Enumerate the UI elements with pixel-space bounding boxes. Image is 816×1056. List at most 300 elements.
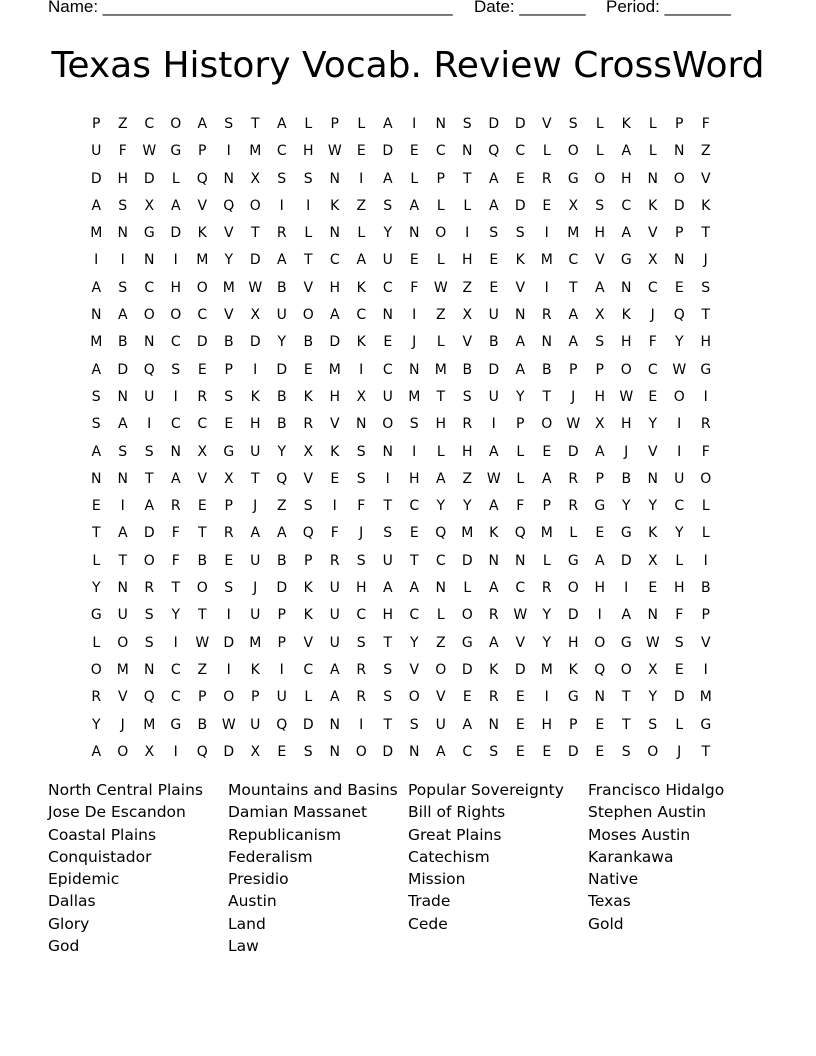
grid-letter[interactable]: E: [462, 689, 472, 706]
grid-letter[interactable]: U: [276, 689, 287, 706]
grid-letter[interactable]: T: [436, 388, 446, 405]
grid-letter[interactable]: N: [382, 307, 393, 324]
grid-letter[interactable]: K: [489, 661, 499, 678]
grid-letter[interactable]: D: [488, 361, 500, 378]
grid-letter[interactable]: W: [645, 634, 660, 651]
grid-letter[interactable]: K: [330, 443, 340, 460]
grid-letter[interactable]: D: [249, 252, 261, 269]
grid-letter[interactable]: L: [516, 443, 525, 460]
grid-letter[interactable]: R: [488, 607, 499, 624]
grid-letter[interactable]: J: [571, 388, 576, 405]
grid-letter[interactable]: A: [409, 197, 420, 214]
grid-letter[interactable]: X: [647, 252, 658, 269]
grid-letter[interactable]: G: [567, 689, 579, 706]
grid-letter[interactable]: K: [701, 197, 711, 214]
grid-letter[interactable]: B: [621, 470, 632, 487]
grid-letter[interactable]: A: [621, 607, 632, 624]
grid-letter[interactable]: I: [120, 498, 125, 515]
grid-letter[interactable]: I: [677, 443, 682, 460]
grid-letter[interactable]: B: [276, 388, 287, 405]
grid-letter[interactable]: Q: [302, 525, 314, 542]
grid-letter[interactable]: C: [276, 143, 287, 160]
grid-letter[interactable]: F: [171, 552, 180, 569]
grid-letter[interactable]: Y: [515, 388, 525, 405]
grid-letter[interactable]: X: [250, 307, 261, 324]
grid-letter[interactable]: J: [120, 716, 125, 733]
grid-letter[interactable]: M: [540, 661, 553, 678]
grid-letter[interactable]: B: [462, 361, 473, 378]
grid-letter[interactable]: E: [595, 716, 605, 733]
grid-letter[interactable]: L: [648, 143, 657, 160]
grid-letter[interactable]: I: [173, 252, 178, 269]
grid-letter[interactable]: V: [700, 170, 711, 187]
grid-letter[interactable]: H: [594, 580, 606, 597]
grid-letter[interactable]: S: [224, 580, 234, 597]
grid-letter[interactable]: G: [143, 225, 155, 242]
grid-letter[interactable]: E: [674, 279, 684, 296]
grid-letter[interactable]: T: [144, 470, 154, 487]
grid-letter[interactable]: X: [647, 552, 658, 569]
grid-letter[interactable]: M: [116, 661, 129, 678]
grid-letter[interactable]: I: [253, 361, 258, 378]
grid-letter[interactable]: E: [542, 443, 552, 460]
grid-letter[interactable]: N: [515, 552, 526, 569]
grid-letter[interactable]: L: [171, 170, 180, 187]
grid-letter[interactable]: V: [303, 470, 314, 487]
grid-letter[interactable]: Q: [143, 689, 155, 706]
grid-letter[interactable]: F: [701, 443, 710, 460]
grid-letter[interactable]: I: [544, 689, 549, 706]
grid-letter[interactable]: A: [197, 116, 208, 132]
grid-letter[interactable]: I: [703, 388, 708, 405]
grid-letter[interactable]: U: [250, 607, 261, 624]
grid-letter[interactable]: H: [170, 279, 182, 296]
grid-letter[interactable]: D: [488, 116, 500, 132]
grid-letter[interactable]: D: [673, 689, 685, 706]
grid-letter[interactable]: E: [489, 279, 499, 296]
grid-letter[interactable]: A: [568, 334, 579, 351]
grid-letter[interactable]: A: [488, 634, 499, 651]
grid-letter[interactable]: A: [329, 689, 340, 706]
grid-letter[interactable]: G: [170, 716, 182, 733]
grid-letter[interactable]: Y: [277, 443, 287, 460]
grid-letter[interactable]: I: [173, 743, 178, 760]
grid-letter[interactable]: O: [620, 661, 632, 678]
grid-letter[interactable]: S: [91, 388, 101, 405]
grid-letter[interactable]: T: [383, 716, 393, 733]
grid-letter[interactable]: B: [197, 552, 208, 569]
grid-letter[interactable]: C: [170, 334, 181, 351]
grid-letter[interactable]: O: [408, 689, 420, 706]
grid-letter[interactable]: A: [91, 361, 102, 378]
grid-letter[interactable]: C: [409, 607, 420, 624]
grid-letter[interactable]: C: [170, 689, 181, 706]
period-field[interactable]: Period: _______: [606, 0, 731, 16]
grid-letter[interactable]: M: [540, 252, 553, 269]
grid-letter[interactable]: E: [595, 743, 605, 760]
grid-letter[interactable]: A: [541, 470, 552, 487]
grid-letter[interactable]: C: [674, 498, 685, 515]
grid-letter[interactable]: W: [672, 361, 687, 378]
grid-letter[interactable]: A: [117, 525, 128, 542]
grid-letter[interactable]: H: [408, 470, 420, 487]
grid-letter[interactable]: W: [327, 143, 342, 160]
grid-letter[interactable]: Q: [223, 197, 235, 214]
grid-letter[interactable]: L: [701, 525, 710, 542]
grid-letter[interactable]: S: [303, 498, 313, 515]
grid-letter[interactable]: Q: [276, 470, 288, 487]
grid-letter[interactable]: K: [356, 334, 366, 351]
grid-letter[interactable]: R: [541, 170, 552, 187]
grid-letter[interactable]: A: [594, 552, 605, 569]
grid-letter[interactable]: H: [117, 170, 129, 187]
grid-letter[interactable]: F: [357, 498, 366, 515]
grid-letter[interactable]: K: [250, 661, 260, 678]
grid-letter[interactable]: N: [144, 334, 155, 351]
grid-letter[interactable]: X: [303, 443, 314, 460]
grid-letter[interactable]: I: [491, 416, 496, 433]
grid-letter[interactable]: F: [516, 498, 525, 515]
grid-letter[interactable]: O: [170, 116, 182, 132]
grid-letter[interactable]: A: [170, 197, 181, 214]
grid-letter[interactable]: R: [568, 498, 579, 515]
grid-letter[interactable]: K: [303, 388, 313, 405]
grid-letter[interactable]: Y: [542, 607, 552, 624]
grid-letter[interactable]: S: [356, 634, 366, 651]
grid-letter[interactable]: K: [250, 388, 260, 405]
grid-letter[interactable]: E: [356, 143, 366, 160]
grid-letter[interactable]: D: [196, 334, 208, 351]
grid-letter[interactable]: N: [117, 470, 128, 487]
grid-letter[interactable]: O: [117, 634, 129, 651]
grid-letter[interactable]: S: [144, 634, 154, 651]
grid-letter[interactable]: A: [515, 334, 526, 351]
grid-letter[interactable]: E: [383, 334, 393, 351]
grid-letter[interactable]: E: [224, 416, 234, 433]
grid-letter[interactable]: R: [700, 416, 711, 433]
grid-letter[interactable]: G: [620, 634, 632, 651]
grid-letter[interactable]: A: [276, 252, 287, 269]
grid-letter[interactable]: L: [463, 580, 472, 597]
grid-letter[interactable]: S: [409, 416, 419, 433]
grid-letter[interactable]: O: [461, 607, 473, 624]
grid-letter[interactable]: O: [567, 580, 579, 597]
grid-letter[interactable]: X: [594, 307, 605, 324]
grid-letter[interactable]: M: [408, 388, 421, 405]
grid-letter[interactable]: O: [435, 661, 447, 678]
grid-letter[interactable]: A: [488, 197, 499, 214]
grid-letter[interactable]: I: [412, 307, 417, 324]
grid-letter[interactable]: P: [569, 716, 578, 733]
grid-letter[interactable]: R: [197, 388, 208, 405]
grid-letter[interactable]: J: [703, 252, 708, 269]
grid-letter[interactable]: Y: [674, 334, 684, 351]
grid-letter[interactable]: N: [223, 170, 234, 187]
grid-letter[interactable]: C: [462, 743, 473, 760]
grid-letter[interactable]: E: [648, 388, 658, 405]
grid-letter[interactable]: N: [329, 225, 340, 242]
grid-letter[interactable]: Z: [435, 307, 446, 324]
grid-letter[interactable]: N: [91, 307, 102, 324]
grid-letter[interactable]: I: [703, 661, 708, 678]
grid-letter[interactable]: R: [303, 416, 314, 433]
grid-letter[interactable]: T: [383, 498, 393, 515]
grid-letter[interactable]: B: [117, 334, 128, 351]
grid-letter[interactable]: K: [648, 525, 658, 542]
grid-letter[interactable]: L: [516, 470, 525, 487]
grid-letter[interactable]: T: [171, 580, 181, 597]
grid-letter[interactable]: N: [329, 170, 340, 187]
grid-letter[interactable]: S: [224, 116, 234, 132]
grid-letter[interactable]: S: [118, 443, 128, 460]
grid-letter[interactable]: H: [329, 279, 341, 296]
grid-letter[interactable]: O: [673, 388, 685, 405]
grid-letter[interactable]: E: [515, 689, 525, 706]
grid-letter[interactable]: V: [462, 334, 473, 351]
grid-letter[interactable]: D: [514, 116, 526, 132]
grid-letter[interactable]: H: [700, 334, 712, 351]
grid-letter[interactable]: O: [223, 689, 235, 706]
grid-letter[interactable]: R: [356, 661, 367, 678]
grid-letter[interactable]: A: [488, 580, 499, 597]
grid-letter[interactable]: R: [91, 689, 102, 706]
grid-letter[interactable]: L: [675, 716, 684, 733]
grid-letter[interactable]: Q: [594, 661, 606, 678]
grid-letter[interactable]: S: [701, 279, 711, 296]
grid-letter[interactable]: D: [223, 743, 235, 760]
grid-letter[interactable]: K: [303, 580, 313, 597]
grid-letter[interactable]: J: [650, 307, 655, 324]
grid-letter[interactable]: V: [647, 443, 658, 460]
grid-letter[interactable]: D: [170, 225, 182, 242]
grid-letter[interactable]: Y: [91, 580, 101, 597]
grid-letter[interactable]: V: [409, 661, 420, 678]
grid-letter[interactable]: L: [701, 498, 710, 515]
grid-letter[interactable]: J: [412, 334, 417, 351]
grid-letter[interactable]: V: [435, 689, 446, 706]
grid-letter[interactable]: L: [304, 689, 313, 706]
grid-letter[interactable]: D: [117, 361, 129, 378]
grid-letter[interactable]: D: [276, 361, 288, 378]
grid-letter[interactable]: D: [567, 743, 579, 760]
grid-letter[interactable]: Z: [276, 498, 287, 515]
grid-letter[interactable]: P: [198, 143, 207, 160]
grid-letter[interactable]: Q: [276, 716, 288, 733]
grid-letter[interactable]: A: [356, 252, 367, 269]
grid-letter[interactable]: V: [303, 634, 314, 651]
grid-letter[interactable]: N: [488, 716, 499, 733]
grid-letter[interactable]: J: [677, 743, 682, 760]
grid-letter[interactable]: U: [250, 443, 261, 460]
grid-letter[interactable]: F: [118, 143, 127, 160]
grid-letter[interactable]: F: [648, 334, 657, 351]
grid-letter[interactable]: M: [249, 634, 262, 651]
grid-letter[interactable]: Y: [91, 716, 101, 733]
grid-letter[interactable]: I: [544, 279, 549, 296]
grid-letter[interactable]: K: [330, 197, 340, 214]
grid-letter[interactable]: M: [461, 525, 474, 542]
grid-letter[interactable]: H: [435, 416, 447, 433]
grid-letter[interactable]: E: [303, 361, 313, 378]
grid-letter[interactable]: U: [488, 388, 499, 405]
grid-letter[interactable]: M: [90, 334, 103, 351]
grid-letter[interactable]: I: [279, 197, 284, 214]
grid-letter[interactable]: N: [117, 388, 128, 405]
grid-letter[interactable]: T: [621, 716, 631, 733]
grid-letter[interactable]: I: [173, 634, 178, 651]
grid-letter[interactable]: K: [303, 607, 313, 624]
grid-letter[interactable]: S: [356, 443, 366, 460]
grid-letter[interactable]: B: [541, 361, 552, 378]
grid-letter[interactable]: A: [91, 197, 102, 214]
grid-letter[interactable]: P: [224, 498, 233, 515]
grid-letter[interactable]: C: [515, 580, 526, 597]
grid-letter[interactable]: S: [515, 225, 525, 242]
grid-letter[interactable]: S: [383, 689, 393, 706]
grid-letter[interactable]: U: [329, 607, 340, 624]
grid-letter[interactable]: G: [461, 634, 473, 651]
grid-letter[interactable]: L: [648, 116, 657, 132]
grid-letter[interactable]: T: [303, 252, 313, 269]
grid-letter[interactable]: T: [250, 470, 260, 487]
grid-letter[interactable]: C: [435, 552, 446, 569]
grid-letter[interactable]: E: [330, 470, 340, 487]
grid-letter[interactable]: S: [277, 170, 287, 187]
grid-letter[interactable]: Z: [117, 116, 128, 132]
grid-letter[interactable]: Y: [648, 498, 658, 515]
grid-letter[interactable]: T: [383, 634, 393, 651]
grid-letter[interactable]: X: [197, 443, 208, 460]
grid-letter[interactable]: A: [382, 580, 393, 597]
grid-letter[interactable]: I: [359, 716, 364, 733]
grid-letter[interactable]: M: [196, 252, 209, 269]
grid-letter[interactable]: G: [620, 525, 632, 542]
grid-letter[interactable]: Z: [197, 661, 208, 678]
grid-letter[interactable]: F: [675, 607, 684, 624]
grid-letter[interactable]: I: [332, 498, 337, 515]
grid-letter[interactable]: S: [595, 197, 605, 214]
grid-letter[interactable]: P: [569, 361, 578, 378]
grid-letter[interactable]: M: [143, 716, 156, 733]
grid-letter[interactable]: G: [700, 716, 712, 733]
grid-letter[interactable]: S: [489, 743, 499, 760]
grid-letter[interactable]: I: [703, 552, 708, 569]
grid-letter[interactable]: U: [91, 143, 102, 160]
grid-letter[interactable]: A: [329, 661, 340, 678]
grid-letter[interactable]: E: [489, 252, 499, 269]
grid-letter[interactable]: P: [516, 416, 525, 433]
grid-letter[interactable]: S: [462, 388, 472, 405]
grid-letter[interactable]: L: [595, 143, 604, 160]
grid-letter[interactable]: D: [461, 552, 473, 569]
grid-letter[interactable]: O: [382, 416, 394, 433]
grid-letter[interactable]: A: [276, 525, 287, 542]
grid-letter[interactable]: O: [647, 743, 659, 760]
grid-letter[interactable]: N: [409, 225, 420, 242]
grid-letter[interactable]: I: [597, 607, 602, 624]
grid-letter[interactable]: E: [595, 525, 605, 542]
grid-letter[interactable]: Z: [435, 634, 446, 651]
grid-letter[interactable]: O: [196, 580, 208, 597]
grid-letter[interactable]: O: [90, 661, 102, 678]
grid-letter[interactable]: H: [673, 580, 685, 597]
grid-letter[interactable]: D: [514, 661, 526, 678]
grid-letter[interactable]: X: [250, 170, 261, 187]
grid-letter[interactable]: W: [486, 470, 501, 487]
grid-letter[interactable]: B: [303, 334, 314, 351]
grid-letter[interactable]: W: [195, 634, 210, 651]
grid-letter[interactable]: N: [515, 307, 526, 324]
grid-letter[interactable]: A: [462, 716, 473, 733]
grid-letter[interactable]: C: [409, 498, 420, 515]
grid-letter[interactable]: N: [382, 443, 393, 460]
grid-letter[interactable]: N: [647, 470, 658, 487]
grid-letter[interactable]: R: [462, 416, 473, 433]
grid-letter[interactable]: G: [90, 607, 102, 624]
grid-letter[interactable]: P: [542, 498, 551, 515]
grid-letter[interactable]: I: [677, 416, 682, 433]
grid-letter[interactable]: I: [412, 443, 417, 460]
grid-letter[interactable]: O: [249, 197, 261, 214]
grid-letter[interactable]: L: [436, 197, 445, 214]
grid-letter[interactable]: S: [303, 743, 313, 760]
grid-letter[interactable]: P: [224, 361, 233, 378]
grid-letter[interactable]: E: [674, 661, 684, 678]
grid-letter[interactable]: R: [144, 580, 155, 597]
grid-letter[interactable]: K: [515, 252, 525, 269]
grid-letter[interactable]: H: [461, 252, 473, 269]
grid-letter[interactable]: D: [143, 170, 155, 187]
grid-letter[interactable]: V: [515, 634, 526, 651]
grid-letter[interactable]: A: [382, 170, 393, 187]
grid-letter[interactable]: D: [461, 661, 473, 678]
grid-letter[interactable]: R: [170, 498, 181, 515]
grid-letter[interactable]: C: [435, 143, 446, 160]
grid-letter[interactable]: A: [91, 279, 102, 296]
grid-letter[interactable]: C: [382, 279, 393, 296]
grid-letter[interactable]: V: [197, 197, 208, 214]
grid-letter[interactable]: Z: [462, 470, 473, 487]
grid-letter[interactable]: V: [197, 470, 208, 487]
grid-letter[interactable]: H: [302, 143, 314, 160]
grid-letter[interactable]: S: [648, 716, 658, 733]
grid-letter[interactable]: P: [595, 361, 604, 378]
grid-letter[interactable]: O: [567, 143, 579, 160]
grid-letter[interactable]: B: [488, 334, 499, 351]
grid-letter[interactable]: N: [117, 580, 128, 597]
grid-letter[interactable]: O: [143, 307, 155, 324]
grid-letter[interactable]: N: [356, 416, 367, 433]
grid-letter[interactable]: S: [144, 443, 154, 460]
grid-letter[interactable]: D: [276, 580, 288, 597]
grid-letter[interactable]: T: [91, 525, 101, 542]
grid-letter[interactable]: E: [409, 143, 419, 160]
grid-letter[interactable]: N: [117, 225, 128, 242]
grid-letter[interactable]: S: [462, 116, 472, 132]
grid-letter[interactable]: P: [92, 116, 101, 132]
grid-letter[interactable]: T: [542, 388, 552, 405]
grid-letter[interactable]: S: [383, 197, 393, 214]
grid-letter[interactable]: N: [462, 143, 473, 160]
grid-letter[interactable]: M: [222, 279, 235, 296]
grid-letter[interactable]: E: [648, 580, 658, 597]
grid-letter[interactable]: H: [541, 716, 553, 733]
grid-letter[interactable]: C: [144, 279, 155, 296]
grid-letter[interactable]: B: [197, 716, 208, 733]
grid-letter[interactable]: A: [144, 498, 155, 515]
grid-letter[interactable]: S: [303, 170, 313, 187]
grid-letter[interactable]: V: [117, 689, 128, 706]
